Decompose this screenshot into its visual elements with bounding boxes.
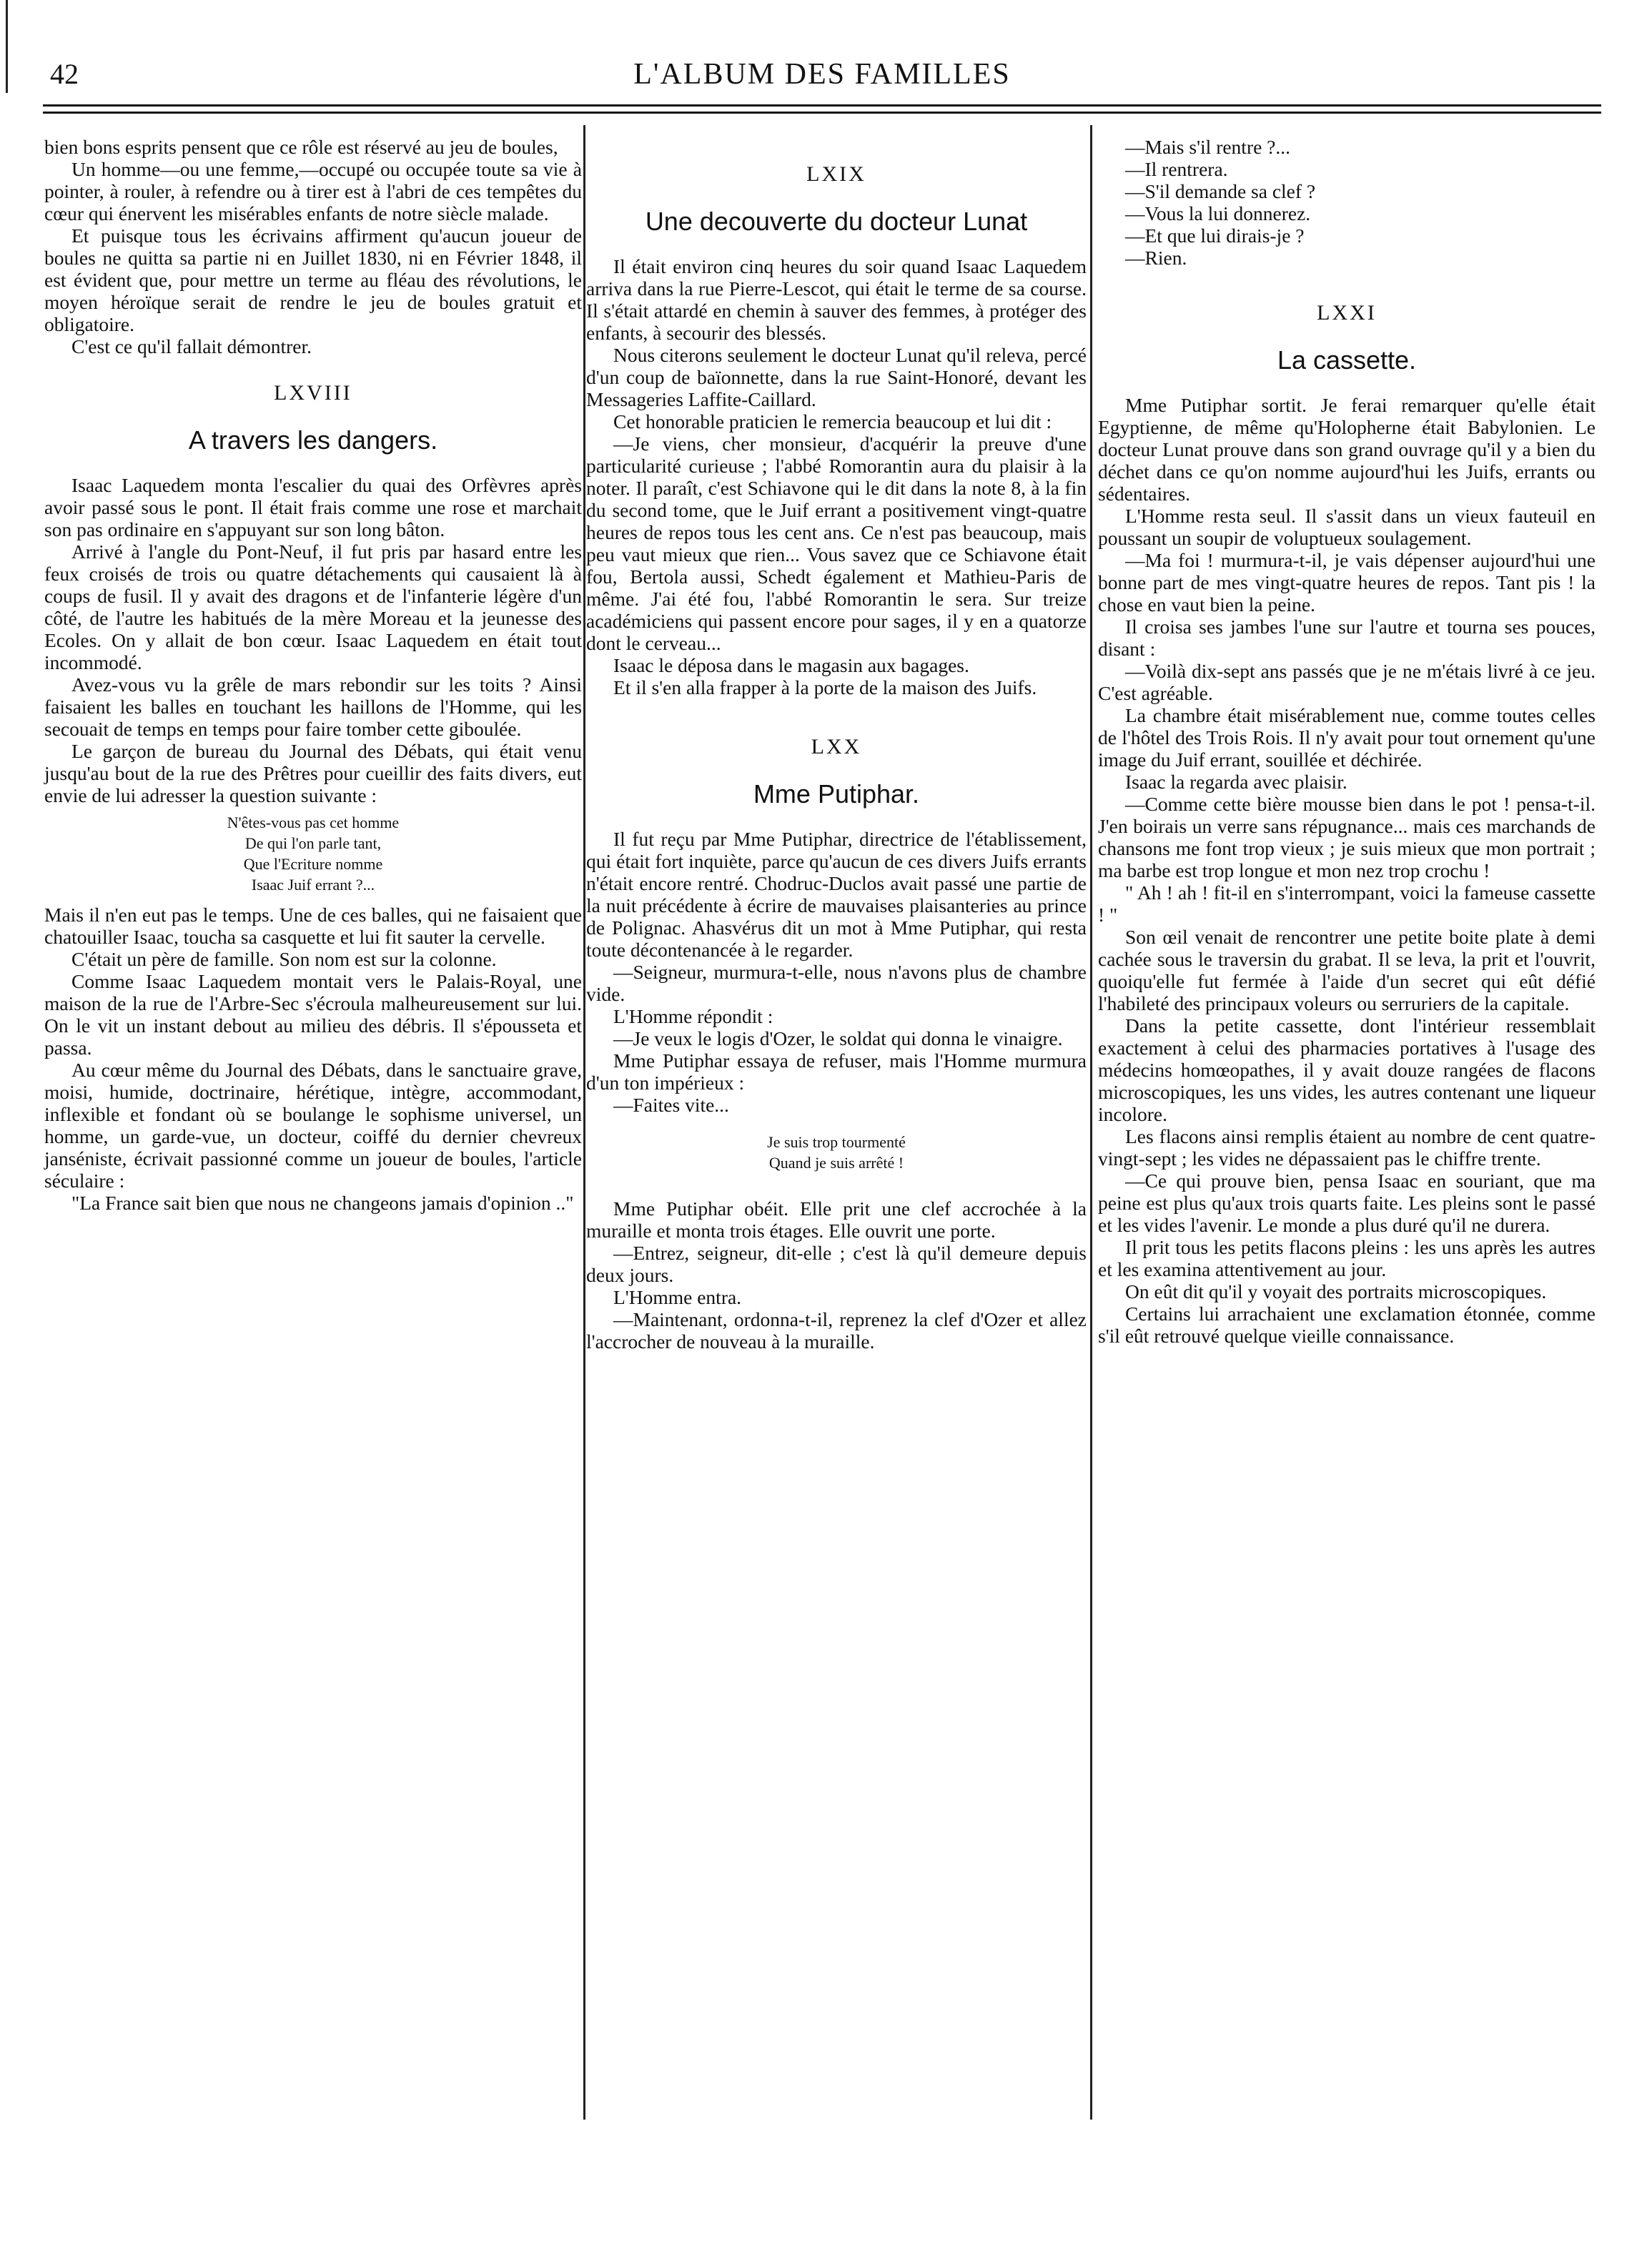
paragraph: bien bons esprits pensent que ce rôle est réservé au jeu de boules, (44, 136, 558, 158)
paragraph: "La France sait bien que nous ne changeons jamais d'opinion .." (71, 1192, 574, 1214)
paragraph: Au cœur même du Journal des Débats, dans le sanctuaire grave, moisi, humide, doctrinaire, hérétique, intègre, accommodant, inflexible et fondant où se boulange le sophisme universel, un homme, un garde-vue, un docteur, coiffé du dernier chevreux janséniste, écrivait passionné comme un joueur de boules, l'article séculaire : (44, 1059, 582, 1192)
paragraph: Le garçon de bureau du Journal des Débats, qui était venu jusqu'au bout de la rue des Prêtres pour cueillir des faits divers, eut envie de lui adresser la question suivante : (44, 740, 582, 806)
paragraph: C'est ce qu'il fallait démontrer. (71, 335, 312, 357)
paragraph: La chambre était misérablement nue, comme toutes celles de l'hôtel des Trois Rois. Il n'y avait pour tout ornement qu'une image du Juif errant, souillée et déchirée. (1098, 704, 1596, 771)
paragraph: Avez-vous vu la grêle de mars rebondir sur les toits ? Ainsi faisaient les balles en touchant les haillons de l'Homme, qui les secouait de temps en temps pour faire tomber cette giboulée. (44, 673, 582, 740)
paragraph: Son œil venait de rencontrer une petite boite plate à demi cachée sous le traversin du grabat. Il se leva, la prit et l'ouvrit, quoiqu'elle fut fermée à l'aide d'un secret qui eût défié l'habileté des principaux voleurs ou serruriers de la capitale. (1098, 926, 1596, 1014)
paragraph: Il était environ cinq heures du soir quand Isaac Laquedem arriva dans la rue Pierre-Lescot, qui était le terme de sa course. Il s'était attardé en chemin à sauver des femmes, à protéger des enfants, à secourir des blessés. (586, 255, 1087, 344)
verse-line: Je suis trop tourmenté (767, 1133, 906, 1151)
paragraph: Isaac Laquedem monta l'escalier du quai des Orfèvres après avoir passé sous le pont. Il était frais comme une rose et marchait son pas ordinaire en s'appuyant sur son long bâton. (44, 474, 582, 540)
verse-line: Isaac Juif errant ?... (251, 876, 375, 894)
paragraph: Il croisa ses jambes l'une sur l'autre et tourna ses pouces, disant : (1098, 616, 1596, 660)
verse-line: Quand je suis arrêté ! (768, 1154, 904, 1172)
column-1 (44, 136, 582, 1214)
paragraph: Isaac le déposa dans le magasin aux bagages. (613, 654, 969, 676)
margin-rule (6, 0, 8, 93)
paragraph: Il fut reçu par Mme Putiphar, directrice de l'établissement, qui était fort inquiète, parce qu'aucun de ces divers Juifs errants n'était encore rentré. Chodruc-Duclos avait passé une partie de la nuit précédente à écrire de mauvaises plaisanteries au prince de Polignac. Ahasvérus dit un mot à Mme Putiphar, qui resta toute décontenancée à le regarder. (586, 828, 1087, 961)
paragraph: —Faites vite... (613, 1094, 729, 1116)
dialogue-line: —Et que lui dirais-je ? (1125, 224, 1305, 247)
paragraph: Et il s'en alla frapper à la porte de la maison des Juifs. (613, 676, 1037, 698)
paragraph: Il prit tous les petits flacons pleins : les uns après les autres et les examina attentivement au jour. (1098, 1236, 1596, 1280)
column-rule (1090, 125, 1092, 2120)
paragraph: Cet honorable praticien le remercia beaucoup et lui dit : (613, 410, 1052, 433)
paragraph: —Entrez, seigneur, dit-elle ; c'est là qu'il demeure depuis deux jours. (586, 1242, 1087, 1286)
running-title: L'ALBUM DES FAMILLES (633, 58, 1011, 91)
paragraph: C'était un père de famille. Son nom est sur la colonne. (71, 948, 497, 970)
header-rule (43, 112, 1601, 114)
dialogue-line: —Mais s'il rentre ?... (1125, 136, 1291, 158)
paragraph: —Je veux le logis d'Ozer, le soldat qui donna le vinaigre. (613, 1027, 1063, 1049)
paragraph: Comme Isaac Laquedem montait vers le Palais-Royal, une maison de la rue de l'Arbre-Sec s'écroula malheureusement sur lui. On le vit un instant debout au milieu des débris. Il s'épousseta et passa. (44, 970, 582, 1059)
chapter-number: LXXI (1317, 301, 1377, 325)
paragraph: L'Homme entra. (613, 1286, 742, 1308)
dialogue-line: —Vous la lui donnerez. (1125, 202, 1311, 224)
verse-line: De qui l'on parle tant, (244, 834, 382, 852)
verse (586, 1132, 1087, 1173)
paragraph: " Ah ! ah ! fit-il en s'interrompant, voici la fameuse cassette ! " (1098, 881, 1596, 926)
paragraph: Certains lui arrachaient une exclamation étonnée, comme s'il eût retrouvé quelque vieille connaissance. (1098, 1303, 1596, 1347)
column-2 (586, 136, 1087, 1353)
paragraph: —Ma foi ! murmura-t-il, je vais dépenser aujourd'hui une bonne part de mes vingt-quatre heures de repos. Tant pis ! la chose en vaut bien la peine. (1098, 549, 1596, 616)
paragraph: —Ce qui prouve bien, pensa Isaac en souriant, que ma peine est plus qu'aux trois quarts faite. Les pleins sont le passé et les vides l'avenir. Le monde a plus duré qu'il ne durera. (1098, 1170, 1596, 1236)
dialogue-line: —S'il demande sa clef ? (1125, 180, 1316, 202)
paragraph: Et puisque tous les écrivains affirment qu'aucun joueur de boules ne quitta sa partie ni en Juillet 1830, ni en Février 1848, il est évident que, pour mettre un terme au fléau des révolutions, le moyen héroïque serait de rendre le jeu de boules gratuit et obligatoire. (44, 224, 582, 335)
paragraph: L'Homme resta seul. Il s'assit dans un vieux fauteuil en poussant un soupir de voluptueux soulagement. (1098, 505, 1596, 549)
paragraph: —Seigneur, murmura-t-elle, nous n'avons plus de chambre vide. (586, 961, 1087, 1005)
paragraph: Un homme—ou une femme,—occupé ou occupée toute sa vie à pointer, à rouler, à refendre ou à tirer est à l'abri de ces tempêtes du cœur qui énervent les misérables enfants de notre siècle malade. (44, 158, 582, 224)
verse (44, 812, 582, 895)
paragraph: Dans la petite cassette, dont l'intérieur ressemblait exactement à celui des pharmacies portatives à l'usage des médecins homœopathes, il y avait douze rangées de flacons microscopiques, les uns vides, les autres contenant une liqueur incolore. (1098, 1014, 1596, 1125)
column-3 (1098, 136, 1596, 1347)
chapter-title: Une decouverte du docteur Lunat (645, 207, 1028, 236)
paragraph: Mme Putiphar sortit. Je ferai remarquer qu'elle était Egyptienne, de même qu'Holopherne était Babylonien. Le docteur Lunat prouve dans son grand ouvrage qu'il y a bien du déchet dans ce qu'on nomme aujourd'hui les Juifs, errants ou sédentaires. (1098, 394, 1596, 505)
chapter-number: LXIX (806, 162, 866, 186)
paragraph: Mme Putiphar essaya de refuser, mais l'Homme murmura d'un ton impérieux : (586, 1049, 1087, 1094)
paragraph: —Maintenant, ordonna-t-il, reprenez la clef d'Ozer et allez l'accrocher de nouveau à la muraille. (586, 1308, 1087, 1353)
dialogue-line: —Rien. (1125, 247, 1187, 269)
paragraph: L'Homme répondit : (613, 1005, 773, 1027)
paragraph: —Voilà dix-sept ans passés que je ne m'étais livré à ce jeu. C'est agréable. (1098, 660, 1596, 704)
paragraph: Mme Putiphar obéit. Elle prit une clef accrochée à la muraille et monta trois étages. Elle ouvrit une porte. (586, 1197, 1087, 1242)
chapter-number: LXVIII (274, 381, 352, 405)
paragraph: On eût dit qu'il y voyait des portraits microscopiques. (1125, 1280, 1547, 1303)
paragraph: —Je viens, cher monsieur, d'acquérir la preuve d'une particularité curieuse ; l'abbé Romorantin aura du plaisir à la noter. Il paraît, c'est Schiavone qui le dit dans la note 8, à la fin du second tome, que le Juif errant a positivement vingt-quatre heures de repos tous les cent ans. Ce n'est pas beaucoup, mais peu vaut mieux que rien... Vous savez que ce Schiavone était fou, Bertola aussi, Schedt également et Mathieu-Paris de même. J'ai été fou, l'abbé Romorantin le sera. Sur treize académiciens qui passent encore pour sages, il y en a quatorze dont le cerveau... (586, 433, 1087, 654)
header-rule (43, 104, 1601, 107)
chapter-title: A travers les dangers. (188, 425, 438, 455)
column-rule (583, 125, 585, 2120)
paragraph: Nous citerons seulement le docteur Lunat qu'il releva, percé d'un coup de baïonnette, dans la rue Saint-Honoré, devant les Messageries Laffite-Caillard. (586, 344, 1087, 410)
page-number: 42 (50, 58, 79, 90)
verse-line: Que l'Ecriture nomme (243, 855, 383, 873)
dialogue-line: —Il rentrera. (1125, 158, 1228, 180)
paragraph: Mais il n'en eut pas le temps. Une de ces balles, qui ne faisaient que chatouiller Isaac, toucha sa casquette et lui fit sauter la cervelle. (44, 904, 582, 948)
page-header (43, 57, 1601, 100)
paragraph: Arrivé à l'angle du Pont-Neuf, il fut pris par hasard entre les feux croisés de trois ou quatre détachements qui causaient là à coups de fusil. Il y avait des dragons et de l'infanterie légère d'un côté, de l'autre les habitués de la mère Moreau et la jeunesse des Ecoles. On y allait de bon cœur. Isaac Laquedem en était tout incommodé. (44, 540, 582, 673)
paragraph: —Comme cette bière mousse bien dans le pot ! pensa-t-il. J'en boirais un verre sans répugnance... mais ces marchands de chansons me font trop vieux ; je suis mieux que mon portrait ; ma barbe est trop longue et mon nez trop crochu ! (1098, 793, 1596, 881)
chapter-title: La cassette. (1277, 345, 1417, 375)
paragraph: Isaac la regarda avec plaisir. (1125, 771, 1347, 793)
verse-line: N'êtes-vous pas cet homme (227, 814, 400, 831)
paragraph: Les flacons ainsi remplis étaient au nombre de cent quatre-vingt-sept ; les vides ne dépassaient pas le chiffre trente. (1098, 1125, 1596, 1170)
chapter-number: LXX (811, 735, 862, 758)
chapter-title: Mme Putiphar. (753, 779, 920, 809)
